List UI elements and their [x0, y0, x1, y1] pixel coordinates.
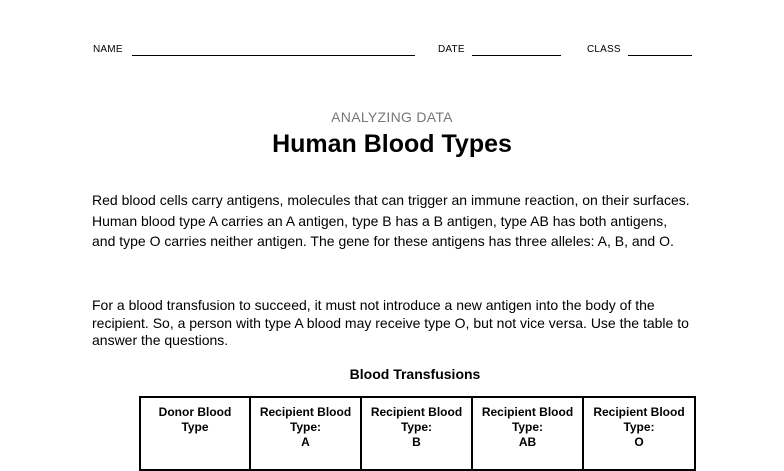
name-label: NAME [93, 44, 123, 55]
header-line: Recipient Blood [593, 405, 685, 419]
header-donor-blood-type [140, 397, 250, 470]
header-recipient-a [250, 397, 361, 470]
student-info-header [93, 43, 693, 59]
table-header-row [140, 397, 695, 470]
date-label: DATE [438, 44, 465, 55]
intro-paragraph: Red blood cells carry antigens, molecules that can trigger an immune reaction, on their surfaces. Human blood type A carries an A antigen, type B has a B antigen, type AB has both antigens, and type O carries neither antigen. The gene for these antigens has three alleles: A, B, and O. [92, 192, 690, 249]
header-line: Type: [289, 420, 322, 434]
header-recipient-o [583, 397, 695, 470]
page-title: Human Blood Types [272, 130, 512, 158]
header-recipient-b [361, 397, 472, 470]
class-blank-line [628, 55, 692, 56]
header-recipient-ab [472, 397, 583, 470]
header-line: A [301, 435, 310, 449]
class-label: CLASS [587, 44, 621, 55]
header-line: Type: [400, 420, 433, 434]
header-line: AB [518, 435, 537, 449]
table-title: Blood Transfusions [349, 366, 481, 382]
header-line: Recipient Blood [370, 405, 463, 419]
header-line: Donor Blood [158, 405, 232, 419]
header-line: Recipient Blood [259, 405, 352, 419]
header-line: Type: [511, 420, 544, 434]
header-line: Type [181, 420, 209, 434]
name-blank-line [132, 55, 415, 56]
header-line: Type: [623, 420, 655, 434]
header-line: B [412, 435, 421, 449]
blood-transfusions-table [139, 396, 696, 471]
section-eyebrow: ANALYZING DATA [331, 109, 453, 125]
instructions-paragraph: For a blood transfusion to succeed, it must not introduce a new antigen into the body of the recipient. So, a person with type A blood may receive type O, but not vice versa. Use the table to answer the questions. [92, 297, 689, 348]
date-blank-line [472, 55, 561, 56]
header-line: Recipient Blood [481, 405, 574, 419]
header-line: O [634, 435, 644, 449]
